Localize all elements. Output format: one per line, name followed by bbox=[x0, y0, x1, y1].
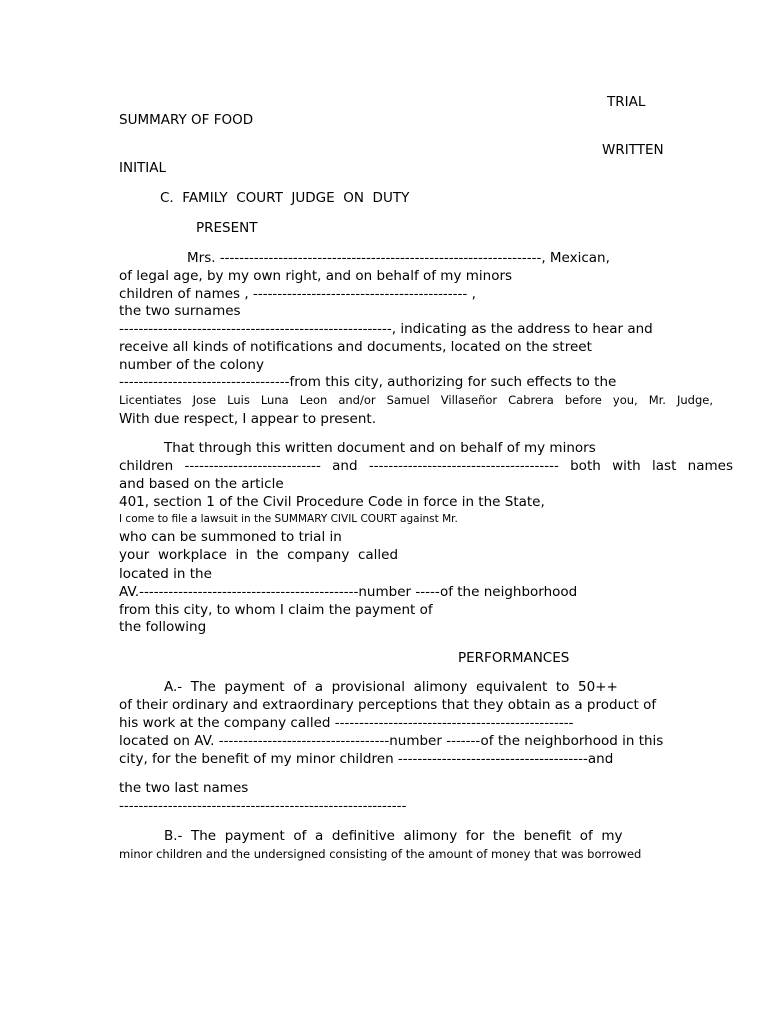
body-line-11: the following bbox=[119, 619, 207, 635]
intro-line-7: number of the colony bbox=[119, 357, 264, 373]
performance-a-line-2: of their ordinary and extraordinary perceptions that they obtain as a product of bbox=[119, 697, 657, 713]
performance-b-line-2: minor children and the undersigned consisting of the amount of money that was borrowed bbox=[119, 847, 642, 861]
intro-line-9: Licentiates Jose Luis Luna Leon and/or Samuel Villaseñor Cabrera before you, Mr. Judge, bbox=[119, 393, 713, 407]
intro-line-4: the two surnames bbox=[119, 303, 241, 319]
addressee-judge: C. FAMILY COURT JUDGE ON DUTY bbox=[160, 190, 410, 206]
intro-line-2: of legal age, by my own right, and on behalf of my minors bbox=[119, 268, 513, 284]
header-initial: INITIAL bbox=[119, 160, 167, 176]
body-line-5: I come to file a lawsuit in the SUMMARY CIVIL COURT against Mr. bbox=[119, 513, 458, 525]
intro-line-1: Mrs. ------------------------------------------------------------------, Mexican, bbox=[187, 250, 610, 266]
intro-line-6: receive all kinds of notifications and documents, located on the street bbox=[119, 339, 592, 355]
header-summary-of-food: SUMMARY OF FOOD bbox=[119, 112, 254, 128]
body-line-4: 401, section 1 of the Civil Procedure Code in force in the State, bbox=[119, 494, 545, 510]
performance-a-line-5: city, for the benefit of my minor children ---------------------------------------and bbox=[119, 751, 614, 767]
performance-a-line-4: located on AV. -----------------------------------number -------of the neighborhood in this bbox=[119, 733, 664, 749]
header-trial: TRIAL bbox=[607, 94, 646, 110]
header-written: WRITTEN bbox=[602, 142, 664, 158]
performance-a-line-1: A.- The payment of a provisional alimony equivalent to 50++ bbox=[164, 679, 618, 695]
addressee-present: PRESENT bbox=[196, 220, 258, 236]
intro-line-3: children of names , -------------------------------------------- , bbox=[119, 286, 476, 302]
body-line-9: AV.---------------------------------------------number -----of the neighborhood bbox=[119, 584, 578, 600]
body-line-2: children ---------------------------- and --------------------------------------- both with last names bbox=[119, 458, 733, 474]
body-line-7: your workplace in the company called bbox=[119, 547, 399, 563]
performance-a-line-7: ----------------------------------------------------------- bbox=[119, 798, 407, 814]
performance-a-line-3: his work at the company called ------------------------------------------------- bbox=[119, 715, 574, 731]
body-line-6: who can be summoned to trial in bbox=[119, 529, 342, 545]
body-line-8: located in the bbox=[119, 566, 212, 582]
intro-line-8: -----------------------------------from this city, authorizing for such effects to the bbox=[119, 374, 617, 390]
performances-title: PERFORMANCES bbox=[458, 650, 570, 666]
body-line-3: and based on the article bbox=[119, 476, 284, 492]
intro-line-5: --------------------------------------------------------, indicating as the address to hear and bbox=[119, 321, 653, 337]
performance-a-line-6: the two last names bbox=[119, 780, 249, 796]
body-line-1: That through this written document and on behalf of my minors bbox=[164, 440, 596, 456]
intro-line-10: With due respect, I appear to present. bbox=[119, 411, 376, 427]
performance-b-line-1: B.- The payment of a definitive alimony for the benefit of my bbox=[164, 828, 623, 844]
body-line-10: from this city, to whom I claim the payment of bbox=[119, 602, 433, 618]
